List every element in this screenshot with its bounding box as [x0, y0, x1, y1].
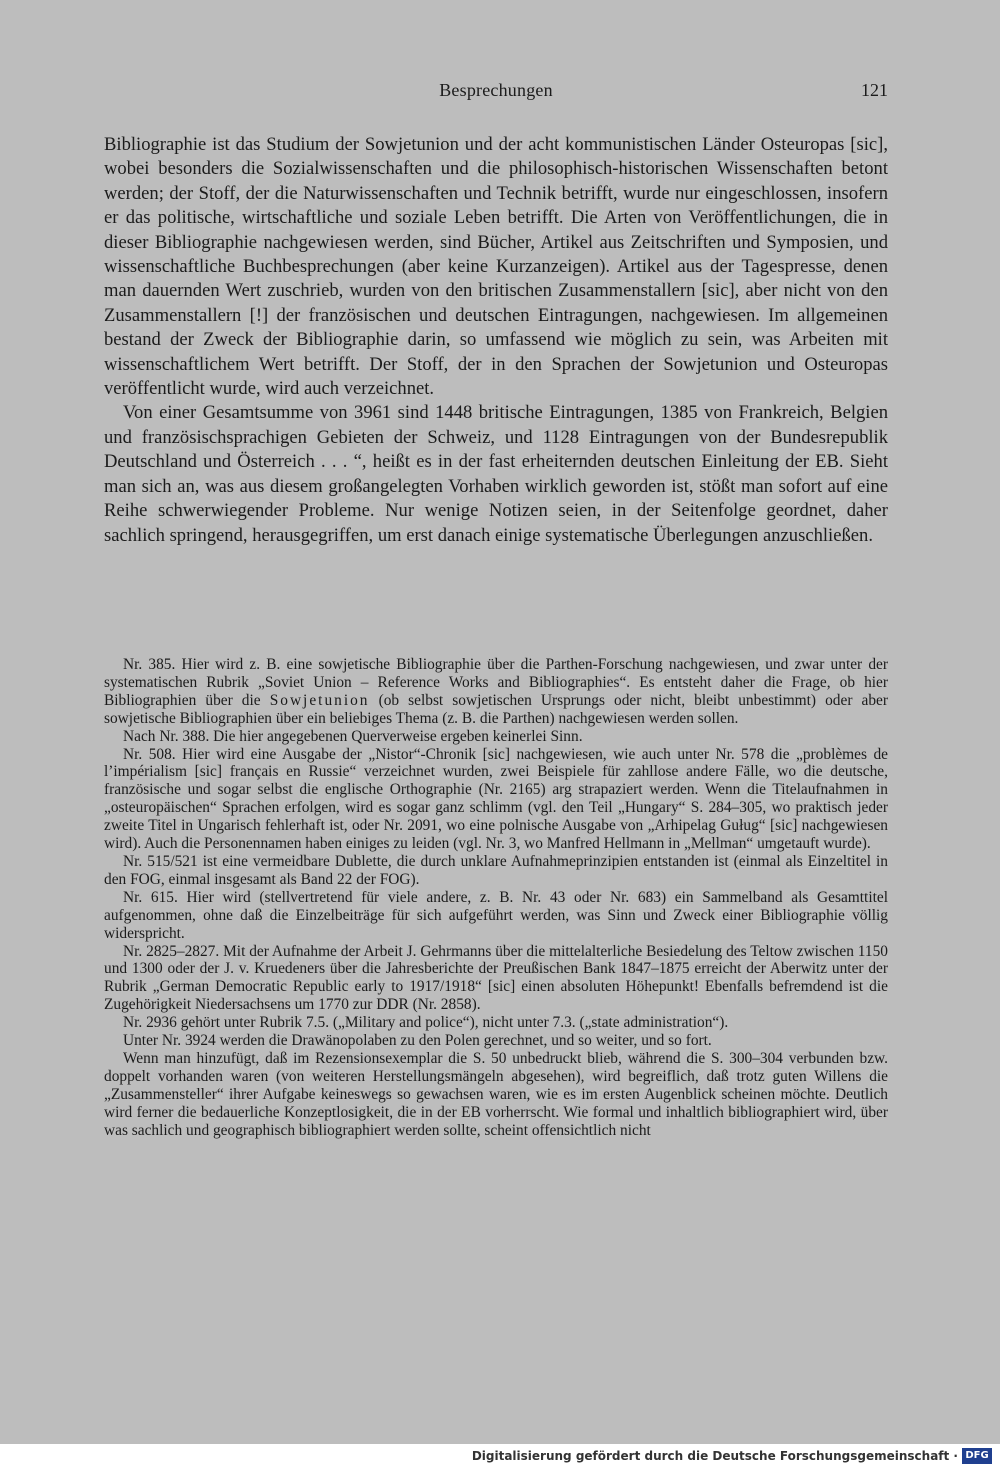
paragraph: Bibliographie ist das Studium der Sowjetunion und der acht kommunistischen Länder Osteuropas [sic], wobei besonders die Sozialwissenschaften und die philosophisch-historischen Wissenschaften betont werden; der Stoff, der die Naturwissenschaften und Technik betrifft, wurde nur eingeschlossen, insofern er das politische, wirtschaftliche und soziale Leben betrifft. Die Arten von Veröffentlichungen, die in dieser Bibliographie nachgewiesen werden, sind Bücher, Artikel aus Zeitschriften und Symposien, und wissenschaftliche Buchbesprechungen (aber keine Kurzanzeigen). Artikel aus der Tagespresse, denen man dauernden Wert zuschrieb, wurden von den britischen Zusammenstallern [sic], aber nicht von den Zusammenstallern [!] der französischen und deutschen Eintragungen, nachgewiesen. Im allgemeinen bestand der Zweck der Bibliographie darin, so umfassend wie möglich zu sein, was Arbeiten mit wissenschaftlichem Wert betrifft. Der Stoff, der in den Sprachen der Sowjetunion und Osteuropas veröffentlicht wurde, wird auch verzeichnet.	[104, 134, 888, 400]
notes-section	[104, 656, 888, 1139]
note-508: Nr. 508. Hier wird eine Ausgabe der „Nistor“-Chronik [sic] nachgewiesen, wie auch unter Nr. 578 die „problèmes de l’impérialism [sic] français en Russie“ verzeichnet wurden, zwei Beispiele für zahllose andere Fälle, wo die deutsche, französische und sogar selbst die englische Orthographie (Nr. 2165) arg strapaziert werden. Wenn die Titelaufnahmen in „osteuropäischen“ Sprachen erfolgen, wird es sogar ganz schlimm (vgl. den Teil „Hungary“ S. 284–305, wo praktisch jeder zweite Titel in Ungarisch fehlerhaft ist, oder Nr. 2091, wo eine polnische Ausgabe von „Arhipelag Guług“ [sic] nachgewiesen wird). Auch die Personennamen haben einiges zu leiden (vgl. Nr. 3, wo Manfred Hellmann in „Mellman“ umgetauft wurde).	[104, 745, 888, 853]
note-2825: Nr. 2825–2827. Mit der Aufnahme der Arbeit J. Gehrmanns über die mittelalterliche Besiedelung des Teltow zwischen 1150 und 1300 oder der J. v. Kruedeners über die Jahresberichte der Preußischen Bank 1847–1875 erreicht der Aberwitz unter der Rubrik „German Democratic Republic early to 1917/1918“ [sic] einen absoluten Höhepunkt! Ebenfalls befremdend ist die Zugehörigkeit Niedersachsens um 1770 zur DDR (Nr. 2858).	[104, 942, 888, 1014]
running-title: Besprechungen	[439, 80, 553, 100]
note-3924: Unter Nr. 3924 werden die Drawänopolaben zu den Polen gerechnet, und so weiter, und so fort.	[123, 1032, 712, 1050]
dfg-logo: DFG	[962, 1448, 992, 1464]
note-text-spaced: Sowjetunion	[269, 691, 370, 709]
running-head	[104, 80, 888, 110]
note-385	[104, 656, 888, 728]
note-515: Nr. 515/521 ist eine vermeidbare Dublette, die durch unklare Aufnahmeprinzipien entstanden ist (einmal als Einzeltitel in den FOG, einmal insgesamt als Band 22 der FOG).	[104, 852, 888, 888]
page-number: 121	[861, 80, 888, 100]
main-text	[104, 133, 888, 548]
note-388: Nach Nr. 388. Die hier angegebenen Querverweise ergeben keinerlei Sinn.	[123, 727, 583, 745]
note-text: Nr. 385. Hier wird z. B. eine sowjetische Bibliographie über die Parthen-Forschung nachgewiesen, und zwar unter der systematischen Rubrik „Soviet Union – Reference Works and Bibliographies“. Es entsteht daher die Frage, ob hier Bibliographien über die	[104, 656, 888, 709]
footer-credit: Digitalisierung gefördert durch die Deutsche Forschungsgemeinschaft ·	[471, 1449, 958, 1463]
closing-paragraph: Wenn man hinzufügt, daß im Rezensionsexemplar die S. 50 unbedruckt blieb, während die S. 300–304 verbunden bzw. doppelt vorhanden waren (von weiteren Herstellungsmängeln abgesehen), wird begreiflich, daß trotz guten Willens die „Zusammensteller“ ihrer Aufgabe keineswegs so gewachsen waren, wie es im ersten Augenblick scheinen möchte. Deutlich wird ferner die bedauerliche Konzeptlosigkeit, die in der EB vorherrscht. Wie formal und inhaltlich bibliographiert wird, über was sachlich und geographisch bibliographiert werden sollte, scheint offensichtlich nicht	[104, 1049, 888, 1139]
note-2936: Nr. 2936 gehört unter Rubrik 7.5. („Military and police“), nicht unter 7.3. („state administration“).	[123, 1014, 729, 1032]
note-615: Nr. 615. Hier wird (stellvertretend für viele andere, z. B. Nr. 43 oder Nr. 683) ein Sammelband als Gesamttitel aufgenommen, ohne daß die Einzelbeiträge für sich aufgeführt werden, was Sinn und Zweck einer Bibliographie völlig widerspricht.	[104, 888, 888, 942]
paragraph: Von einer Gesamtsumme von 3961 sind 1448 britische Eintragungen, 1385 von Frankreich, Belgien und französischsprachigen Gebieten der Schweiz, und 1128 Eintragungen von der Bundesrepublik Deutschland und Österreich . . . “, heißt es in der fast erheiternden deutschen Einleitung der EB. Sieht man sich an, was aus diesem großangelegten Vorhaben wirklich geworden ist, stößt man sofort auf eine Reihe schwerwiegender Probleme. Nur wenige Notizen seien, in der Seitenfolge geordnet, daher sachlich springend, herausgegriffen, um erst danach einige systematische Überlegungen anzuschließen.	[104, 402, 888, 546]
footer-bar	[0, 1444, 1000, 1470]
note-text: (ob selbst sowjetischen Ursprungs oder nicht, bleibt unbestimmt) oder aber sowjetische Bibliographien über ein beliebiges Thema (z. B. die Parthen) nachgewiesen werden sollen.	[104, 691, 889, 727]
